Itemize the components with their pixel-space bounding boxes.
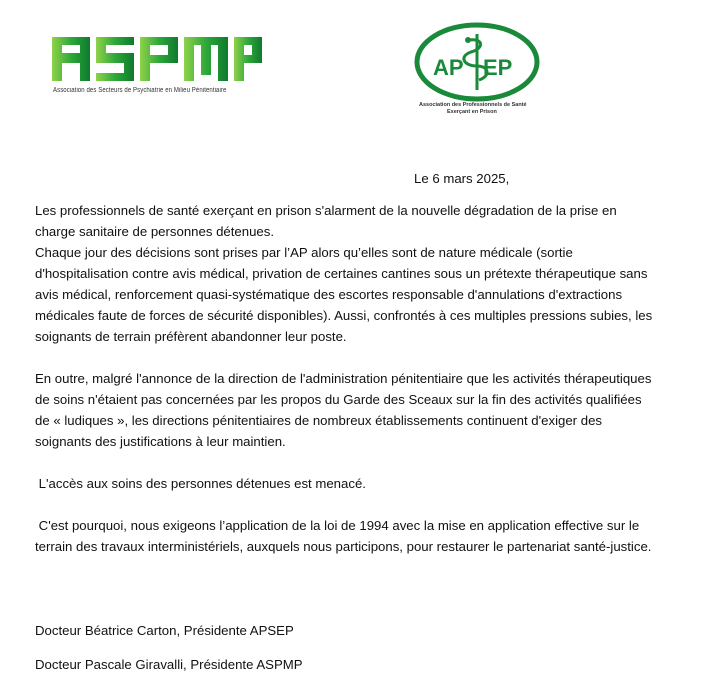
apsep-tagline-line1: Association des Professionnels de Santé bbox=[419, 102, 527, 108]
apsep-logo bbox=[413, 22, 543, 122]
svg-text:AP: AP bbox=[433, 55, 464, 80]
paragraph-3: En outre, malgré l'annonce de la direction de l'administration pénitentiaire que les activités thérapeutiques de soins n'étaient pas concernées par les propos du Garde des Sceaux sur la fin des activités qualifiées de « ludiques », les directions pénitentiaires de nombreux établissements continuent d'exiger des soignants des justifications à leur maintien. bbox=[35, 371, 652, 449]
paragraph-4: L'accès aux soins des personnes détenues est menacé. bbox=[35, 476, 366, 491]
apsep-tagline-line2: Exerçant en Prison bbox=[447, 108, 497, 115]
signature-aspmp: Docteur Pascale Giravalli, Présidente ASPMP bbox=[35, 657, 303, 672]
aspmp-wordmark-graphic bbox=[50, 31, 262, 83]
signature-apsep: Docteur Béatrice Carton, Présidente APSEP bbox=[35, 623, 294, 638]
aspmp-tagline: Association des Secteurs de Psychiatrie en Milieu Pénitentiaire bbox=[53, 87, 227, 94]
letter-body bbox=[35, 200, 655, 557]
apsep-emblem-graphic bbox=[413, 22, 541, 102]
paragraph-1: Les professionnels de santé exerçant en prison s'alarment de la nouvelle dégradation de la prise en charge sanitaire de personnes détenues. bbox=[35, 203, 617, 239]
apsep-tagline bbox=[419, 102, 543, 115]
letter-date: Le 6 mars 2025, bbox=[414, 171, 510, 186]
paragraph-5: C'est pourquoi, nous exigeons l’application de la loi de 1994 avec la mise en application effective sur le terrain des travaux interministériels, auxquels nous participons, pour restaurer le partenariat santé-justice. bbox=[35, 518, 652, 554]
svg-text:EP: EP bbox=[483, 55, 513, 80]
paragraph-2: Chaque jour des décisions sont prises par l’AP alors qu’elles sont de nature médicale (sortie d'hospitalisation contre avis médical, privation de certaines cantines sous un prétexte thérapeutique sans avis médical, renforcement quasi-systématique des escortes responsable d'annulations d'extractions médicales faute de forces de sécurité disponibles). Aussi, confrontés à ces multiples pressions subies, les soignants de terrain préfèrent abandonner leur poste. bbox=[35, 245, 653, 344]
aspmp-logo bbox=[50, 31, 264, 101]
